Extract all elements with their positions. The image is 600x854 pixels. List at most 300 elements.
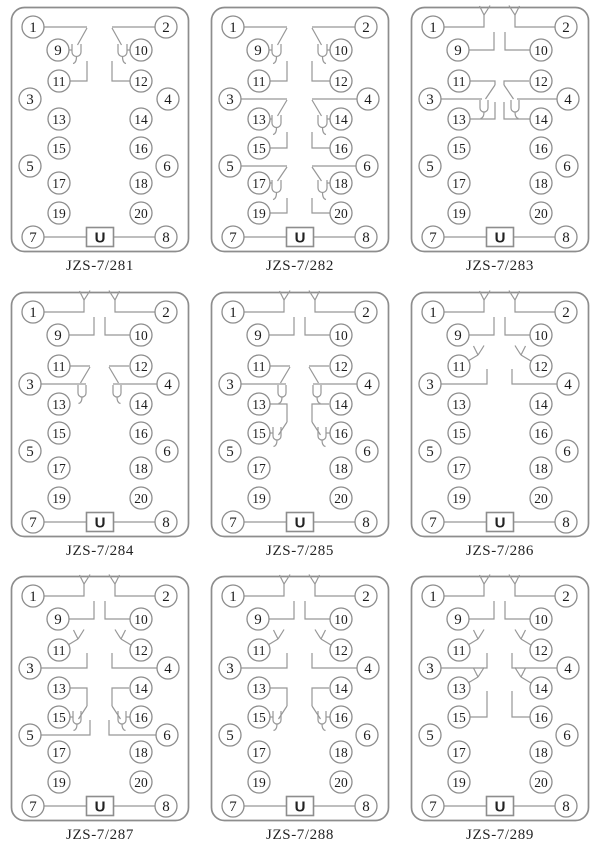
terminal-number: 17 — [452, 176, 466, 191]
terminal-number: 2 — [562, 305, 570, 321]
terminal-number: 16 — [334, 710, 348, 725]
relay-wiring-panel-282 — [200, 0, 400, 285]
contact-linework — [74, 630, 79, 639]
contact-linework — [470, 691, 487, 717]
terminal-number: 18 — [534, 461, 548, 476]
contact-linework — [515, 300, 555, 312]
terminal-number: 18 — [134, 745, 148, 760]
contact-linework — [312, 167, 322, 181]
terminal-number: 10 — [134, 612, 148, 627]
terminal-number: 7 — [29, 515, 37, 531]
contact-linework — [312, 198, 330, 213]
contact-linework — [269, 317, 294, 335]
terminal-number: 6 — [163, 159, 171, 175]
contact-linework — [270, 132, 287, 148]
terminal-number: 16 — [134, 426, 148, 441]
terminal-number: 10 — [334, 43, 348, 58]
terminal-number: 19 — [452, 491, 466, 506]
terminal-number: 8 — [362, 799, 370, 815]
terminal-number: 16 — [334, 141, 348, 156]
terminal-number: 10 — [534, 43, 548, 58]
terminal-number: 20 — [334, 491, 348, 506]
contact-linework — [112, 28, 122, 45]
contact-linework — [244, 584, 284, 596]
terminal-number: 6 — [563, 159, 571, 175]
terminal-number: 18 — [534, 176, 548, 191]
terminal-number: 1 — [429, 20, 437, 36]
contact-linework — [278, 630, 284, 640]
contact-linework — [121, 639, 131, 645]
contact-linework — [486, 85, 496, 99]
terminal-number: 20 — [134, 206, 148, 221]
contact-linework — [78, 28, 88, 45]
terminal-number: 4 — [564, 92, 572, 108]
relay-case-outline — [12, 293, 189, 537]
contact-linework — [312, 100, 322, 116]
contact-linework — [504, 85, 514, 99]
contact-linework — [105, 317, 130, 335]
contact-linework — [515, 15, 555, 27]
contact-linework — [113, 385, 121, 397]
relay-case-outline — [412, 8, 589, 252]
coil-u-symbol: U — [94, 514, 106, 532]
terminal-number: 12 — [334, 74, 348, 89]
terminal-number: 4 — [364, 92, 372, 108]
contact-group-14-16 — [312, 688, 330, 731]
terminal-number: 8 — [562, 515, 570, 531]
contact-linework — [515, 346, 521, 356]
contact-linework — [321, 639, 331, 645]
contact-linework — [469, 601, 494, 619]
terminal-number: 13 — [52, 397, 66, 412]
terminal-number: 14 — [534, 681, 548, 696]
contact-linework — [315, 630, 321, 640]
terminal-number: 16 — [134, 710, 148, 725]
terminal-number: 3 — [426, 92, 434, 108]
terminal-number: 9 — [454, 328, 462, 344]
terminal-number: 12 — [534, 643, 548, 658]
terminal-number: 7 — [229, 515, 237, 531]
terminal-number: 8 — [562, 230, 570, 246]
contact-linework — [469, 32, 494, 50]
terminal-number: 16 — [534, 710, 548, 725]
terminal-number: 14 — [534, 397, 548, 412]
contact-linework — [321, 630, 326, 639]
contact-linework — [112, 688, 129, 706]
terminal-number: 17 — [252, 745, 266, 760]
coil-u-symbol: U — [94, 798, 106, 816]
terminal-number: 14 — [334, 397, 348, 412]
contact-linework — [318, 115, 327, 128]
wiring-diagram-canvas — [0, 569, 200, 825]
contact-linework — [474, 630, 479, 639]
terminal-number: 2 — [362, 305, 370, 321]
terminal-number: 4 — [364, 377, 372, 393]
relay-case-outline — [412, 577, 589, 821]
contact-linework — [109, 367, 119, 383]
contact-group-14-16 — [512, 668, 531, 718]
panel-label: JZS-7/283 — [466, 258, 534, 274]
contact-linework — [79, 706, 88, 719]
terminal-number: 11 — [52, 74, 66, 89]
terminal-number: 7 — [429, 515, 437, 531]
terminal-number: 2 — [162, 20, 170, 36]
terminal-number: 20 — [134, 491, 148, 506]
terminal-number: 20 — [134, 775, 148, 790]
terminal-number: 9 — [254, 612, 262, 628]
wiring-diagram-canvas — [400, 285, 600, 541]
terminal-number: 15 — [52, 710, 66, 725]
terminal-number: 10 — [334, 612, 348, 627]
contact-linework — [515, 668, 521, 678]
terminal-number: 4 — [164, 661, 172, 677]
terminal-number: 3 — [226, 377, 234, 393]
terminal-number: 18 — [334, 461, 348, 476]
terminal-number: 18 — [134, 461, 148, 476]
terminal-number: 16 — [534, 141, 548, 156]
contact-linework — [318, 44, 327, 57]
contact-linework — [515, 584, 555, 596]
contact-linework — [305, 601, 330, 619]
contact-linework — [322, 724, 326, 731]
contact-linework — [274, 724, 278, 731]
terminal-number: 14 — [334, 112, 348, 127]
terminal-number: 5 — [226, 444, 234, 460]
terminal-number: 9 — [454, 43, 462, 59]
contact-linework — [478, 630, 484, 640]
contact-linework — [272, 44, 281, 57]
terminal-number: 5 — [226, 728, 234, 744]
terminal-number: 14 — [134, 681, 148, 696]
terminal-number: 4 — [164, 92, 172, 108]
terminal-number: 14 — [134, 397, 148, 412]
panel-label: JZS-7/286 — [466, 543, 534, 559]
terminal-number: 13 — [452, 112, 466, 127]
contact-linework — [312, 28, 322, 45]
contact-linework — [70, 688, 87, 706]
contact-linework — [521, 677, 531, 683]
terminal-number: 13 — [252, 681, 266, 696]
panel-label: JZS-7/289 — [466, 827, 534, 843]
terminal-number: 19 — [52, 206, 66, 221]
contact-linework — [521, 668, 526, 677]
wiring-diagram-canvas — [400, 569, 600, 825]
terminal-number: 6 — [363, 444, 371, 460]
terminal-number: 13 — [452, 397, 466, 412]
contact-linework — [469, 317, 494, 335]
relay-wiring-panel-284 — [0, 285, 200, 569]
contact-linework — [468, 639, 478, 645]
terminal-number: 10 — [534, 612, 548, 627]
terminal-number: 5 — [426, 159, 434, 175]
wiring-diagram-canvas — [200, 569, 400, 825]
terminal-number: 7 — [429, 799, 437, 815]
wiring-diagram-canvas — [200, 0, 400, 256]
contact-linework — [515, 112, 519, 119]
contact-linework — [244, 300, 284, 312]
contact-linework — [279, 422, 288, 435]
contact-linework — [504, 102, 530, 119]
terminal-number: 2 — [362, 589, 370, 605]
contact-linework — [305, 317, 330, 335]
terminal-number: 10 — [134, 328, 148, 343]
contact-linework — [444, 300, 484, 312]
terminal-number: 18 — [534, 745, 548, 760]
terminal-number: 12 — [534, 74, 548, 89]
contact-linework — [478, 668, 484, 678]
terminal-number: 14 — [534, 112, 548, 127]
terminal-number: 15 — [252, 141, 266, 156]
terminal-number: 20 — [534, 206, 548, 221]
contact-group-13-15 — [468, 668, 487, 718]
coil-u-symbol: U — [494, 798, 506, 816]
terminal-number: 1 — [29, 20, 37, 36]
relay-wiring-panel-286 — [400, 285, 600, 569]
coil-u-symbol: U — [94, 229, 106, 247]
terminal-number: 8 — [362, 515, 370, 531]
contact-linework — [118, 44, 127, 57]
panel-label: JZS-7/282 — [266, 258, 334, 274]
terminal-number: 1 — [229, 305, 237, 321]
coil-u-symbol: U — [494, 514, 506, 532]
terminal-number: 5 — [26, 728, 34, 744]
coil-u-symbol: U — [494, 229, 506, 247]
contact-linework — [273, 193, 277, 200]
terminal-number: 4 — [564, 377, 572, 393]
relay-wiring-panel-285 — [200, 285, 400, 569]
contact-linework — [69, 601, 94, 619]
terminal-number: 12 — [534, 359, 548, 374]
contact-linework — [318, 180, 327, 193]
terminal-number: 5 — [226, 159, 234, 175]
contact-linework — [78, 630, 84, 640]
contact-linework — [274, 630, 279, 639]
terminal-number: 11 — [52, 359, 66, 374]
contact-linework — [44, 584, 84, 596]
terminal-number: 20 — [534, 775, 548, 790]
contact-linework — [278, 28, 288, 45]
contact-linework — [270, 61, 287, 81]
contact-linework — [323, 193, 327, 200]
contact-linework — [279, 706, 288, 719]
terminal-number: 2 — [362, 20, 370, 36]
terminal-number: 14 — [134, 112, 148, 127]
coil-u-symbol: U — [294, 514, 306, 532]
contact-linework — [115, 300, 155, 312]
terminal-number: 15 — [252, 426, 266, 441]
contact-linework — [323, 57, 327, 64]
terminal-number: 9 — [254, 328, 262, 344]
contact-linework — [273, 57, 277, 64]
terminal-number: 16 — [334, 426, 348, 441]
contact-linework — [322, 440, 326, 447]
contact-linework — [278, 100, 288, 116]
contact-linework — [505, 317, 530, 335]
terminal-number: 16 — [134, 141, 148, 156]
terminal-number: 1 — [429, 305, 437, 321]
contact-linework — [279, 397, 283, 404]
contact-linework — [474, 668, 479, 677]
terminal-number: 17 — [452, 461, 466, 476]
relay-wiring-panel-289 — [400, 569, 600, 854]
terminal-number: 15 — [452, 141, 466, 156]
contact-linework — [470, 81, 495, 85]
contact-linework — [70, 61, 87, 81]
terminal-number: 20 — [334, 775, 348, 790]
terminal-number: 18 — [334, 745, 348, 760]
contact-linework — [268, 639, 278, 645]
contact-linework — [505, 32, 530, 50]
contact-linework — [313, 385, 321, 397]
terminal-number: 19 — [52, 491, 66, 506]
contact-linework — [474, 346, 479, 355]
contact-linework — [312, 61, 330, 81]
terminal-number: 17 — [252, 461, 266, 476]
terminal-number: 2 — [562, 20, 570, 36]
contact-linework — [78, 385, 86, 397]
contact-linework — [444, 15, 484, 27]
contact-linework — [505, 601, 530, 619]
contact-linework — [312, 706, 321, 719]
terminal-number: 11 — [252, 359, 266, 374]
terminal-number: 1 — [429, 589, 437, 605]
contact-linework — [269, 601, 294, 619]
terminal-number: 18 — [334, 176, 348, 191]
terminal-number: 8 — [162, 515, 170, 531]
terminal-number: 1 — [29, 305, 37, 321]
terminal-number: 11 — [452, 74, 466, 89]
panel-label: JZS-7/285 — [266, 543, 334, 559]
contact-linework — [117, 397, 121, 404]
terminal-number: 5 — [426, 444, 434, 460]
terminal-number: 12 — [334, 359, 348, 374]
contact-linework — [274, 440, 278, 447]
terminal-number: 17 — [452, 745, 466, 760]
coil-u-symbol: U — [294, 229, 306, 247]
panel-label: JZS-7/287 — [66, 827, 134, 843]
wiring-diagram-canvas — [200, 285, 400, 541]
contact-linework — [270, 198, 287, 213]
terminal-number: 2 — [562, 589, 570, 605]
contact-linework — [468, 355, 478, 361]
contact-linework — [278, 167, 288, 181]
contact-linework — [444, 584, 484, 596]
terminal-number: 5 — [26, 444, 34, 460]
wiring-diagram-canvas — [0, 285, 200, 541]
contact-linework — [317, 397, 321, 404]
terminal-number: 9 — [254, 43, 262, 59]
relay-wiring-panel-283 — [400, 0, 600, 285]
terminal-number: 5 — [26, 159, 34, 175]
terminal-number: 17 — [52, 176, 66, 191]
terminal-number: 3 — [426, 661, 434, 677]
terminal-number: 6 — [163, 444, 171, 460]
coil-u-symbol: U — [294, 798, 306, 816]
terminal-number: 6 — [363, 728, 371, 744]
terminal-number: 13 — [252, 397, 266, 412]
contact-linework — [278, 385, 286, 397]
contact-linework — [69, 317, 94, 335]
terminal-number: 3 — [26, 661, 34, 677]
contact-linework — [521, 630, 526, 639]
terminal-number: 19 — [452, 775, 466, 790]
contact-linework — [44, 300, 84, 312]
terminal-number: 13 — [52, 681, 66, 696]
terminal-number: 6 — [563, 728, 571, 744]
contact-linework — [309, 367, 319, 383]
terminal-number: 15 — [52, 426, 66, 441]
terminal-number: 9 — [454, 612, 462, 628]
terminal-number: 16 — [534, 426, 548, 441]
contact-linework — [480, 100, 488, 112]
terminal-number: 11 — [252, 74, 266, 89]
terminal-number: 9 — [54, 328, 62, 344]
relay-case-outline — [12, 8, 189, 252]
contact-linework — [521, 639, 531, 645]
panel-label: JZS-7/288 — [266, 827, 334, 843]
contact-linework — [115, 630, 121, 640]
terminal-number: 15 — [252, 710, 266, 725]
terminal-number: 2 — [162, 589, 170, 605]
contact-linework — [122, 724, 126, 731]
terminal-number: 2 — [162, 305, 170, 321]
terminal-number: 13 — [452, 681, 466, 696]
terminal-number: 3 — [226, 661, 234, 677]
panel-label: JZS-7/281 — [66, 258, 134, 274]
contact-linework — [478, 346, 484, 356]
terminal-number: 19 — [252, 775, 266, 790]
terminal-number: 10 — [134, 43, 148, 58]
contact-linework — [79, 397, 83, 404]
terminal-number: 3 — [426, 377, 434, 393]
terminal-number: 8 — [162, 799, 170, 815]
contact-linework — [123, 57, 127, 64]
terminal-number: 15 — [452, 426, 466, 441]
terminal-number: 7 — [429, 230, 437, 246]
relay-case-outline — [212, 577, 389, 821]
relay-case-outline — [12, 577, 189, 821]
contact-linework — [121, 630, 126, 639]
contact-linework — [72, 44, 81, 57]
terminal-number: 10 — [334, 328, 348, 343]
terminal-number: 6 — [163, 728, 171, 744]
contact-linework — [521, 355, 531, 361]
contact-linework — [273, 128, 277, 135]
terminal-number: 1 — [29, 589, 37, 605]
contact-linework — [112, 706, 121, 719]
terminal-number: 19 — [252, 206, 266, 221]
contact-linework — [73, 57, 77, 64]
terminal-number: 11 — [452, 359, 466, 374]
terminal-number: 9 — [54, 43, 62, 59]
terminal-number: 12 — [134, 359, 148, 374]
terminal-number: 9 — [54, 612, 62, 628]
contact-linework — [81, 367, 91, 383]
relay-wiring-panel-288 — [200, 569, 400, 854]
terminal-number: 20 — [534, 491, 548, 506]
terminal-number: 19 — [52, 775, 66, 790]
terminal-number: 3 — [26, 92, 34, 108]
contact-linework — [481, 112, 485, 119]
terminal-number: 7 — [29, 799, 37, 815]
terminal-number: 11 — [252, 643, 266, 658]
terminal-number: 18 — [134, 176, 148, 191]
terminal-number: 19 — [452, 206, 466, 221]
terminal-number: 14 — [334, 681, 348, 696]
terminal-number: 4 — [564, 661, 572, 677]
terminal-number: 11 — [52, 643, 66, 658]
terminal-number: 20 — [334, 206, 348, 221]
